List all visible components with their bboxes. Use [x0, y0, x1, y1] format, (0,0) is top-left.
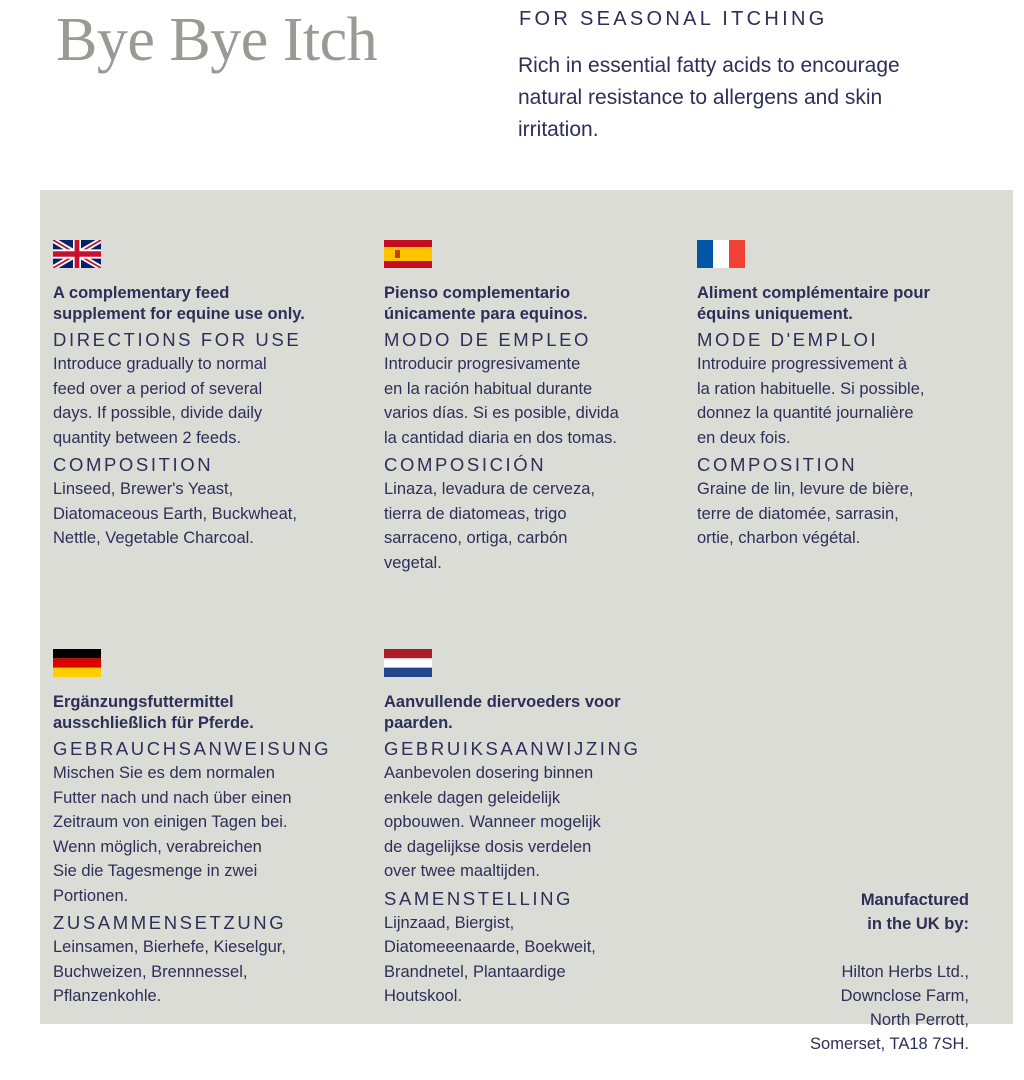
- intro-text: Rich in essential fatty acids to encourage natural resistance to allergens and skin irritation.: [518, 54, 900, 141]
- composition-heading: COMPOSITION: [53, 454, 214, 475]
- section-title: Pienso complementario únicamente para equinos.: [384, 284, 588, 323]
- directions-heading: DIRECTIONS FOR USE: [53, 329, 302, 350]
- directions-heading: MODO DE EMPLEO: [384, 329, 592, 350]
- composition-heading: COMPOSICIÓN: [384, 454, 547, 475]
- section-title: A complementary feed supplement for equine use only.: [53, 284, 305, 323]
- brand-title: Bye Bye Itch: [56, 6, 378, 74]
- directions-heading: GEBRAUCHSANWEISUNG: [53, 738, 332, 759]
- composition-text: Linaza, levadura de cerveza, tierra de diatomeas, trigo sarraceno, ortiga, carbón vegetal.: [384, 480, 595, 572]
- france-flag-icon: [697, 240, 745, 268]
- section-german: [53, 649, 353, 1009]
- composition-heading: SAMENSTELLING: [384, 887, 574, 909]
- tagline: FOR SEASONAL ITCHING: [519, 8, 828, 30]
- manufacturer-address: Hilton Herbs Ltd., Downclose Farm, North Perrott, Somerset, TA18 7SH.: [810, 963, 969, 1053]
- directions-text: Introducir progresivamente en la ración habitual durante varios días. Si es posible, divida la cantidad diaria en dos tomas.: [384, 355, 619, 447]
- uk-flag-icon: [53, 240, 101, 268]
- composition-heading: ZUSAMMENSETZUNG: [53, 912, 287, 933]
- section-french: [697, 240, 987, 551]
- section-english: [53, 240, 353, 551]
- directions-heading: GEBRUIKSAANWIJZING: [384, 738, 641, 759]
- section-title: Ergänzungsfuttermittel ausschließlich für Pferde.: [53, 693, 254, 732]
- netherlands-flag-icon: [384, 649, 432, 677]
- germany-flag-icon: [53, 649, 101, 677]
- composition-text: Linseed, Brewer's Yeast, Diatomaceous Earth, Buckwheat, Nettle, Vegetable Charcoal.: [53, 480, 297, 547]
- directions-text: Aanbevolen dosering binnen enkele dagen geleidelijk opbouwen. Wanneer mogelijk de dagelijkse dosis verdelen over twee maaltijden.: [384, 764, 601, 880]
- directions-heading: MODE D'EMPLOI: [697, 329, 879, 350]
- manufacturer-block: [810, 864, 969, 1080]
- composition-text: Leinsamen, Bierhefe, Kieselgur, Buchweizen, Brennnessel, Pflanzenkohle.: [53, 938, 286, 1005]
- spain-flag-icon: [384, 240, 432, 268]
- section-spanish: [384, 240, 684, 575]
- section-dutch: [384, 649, 684, 1009]
- composition-text: Graine de lin, levure de bière, terre de diatomée, sarrasin, ortie, charbon végétal.: [697, 480, 914, 547]
- section-title: Aliment complémentaire pour équins uniquement.: [697, 284, 930, 323]
- directions-text: Introduce gradually to normal feed over a period of several days. If possible, divide daily quantity between 2 feeds.: [53, 355, 267, 447]
- directions-text: Mischen Sie es dem normalen Futter nach und nach über einen Zeitraum von einigen Tagen bei. Wenn möglich, verabreichen Sie die Tagesmenge in zwei Portionen.: [53, 764, 292, 905]
- section-title: Aanvullende diervoeders voor paarden.: [384, 693, 621, 732]
- composition-heading: COMPOSITION: [697, 454, 858, 475]
- directions-text: Introduire progressivement à la ration habituelle. Si possible, donnez la quantité journalière en deux fois.: [697, 355, 925, 447]
- manufacturer-label: Manufactured in the UK by:: [860, 891, 969, 933]
- composition-text: Lijnzaad, Biergist, Diatomeeenaarde, Boekweit, Brandnetel, Plantaardige Houtskool.: [384, 913, 596, 1005]
